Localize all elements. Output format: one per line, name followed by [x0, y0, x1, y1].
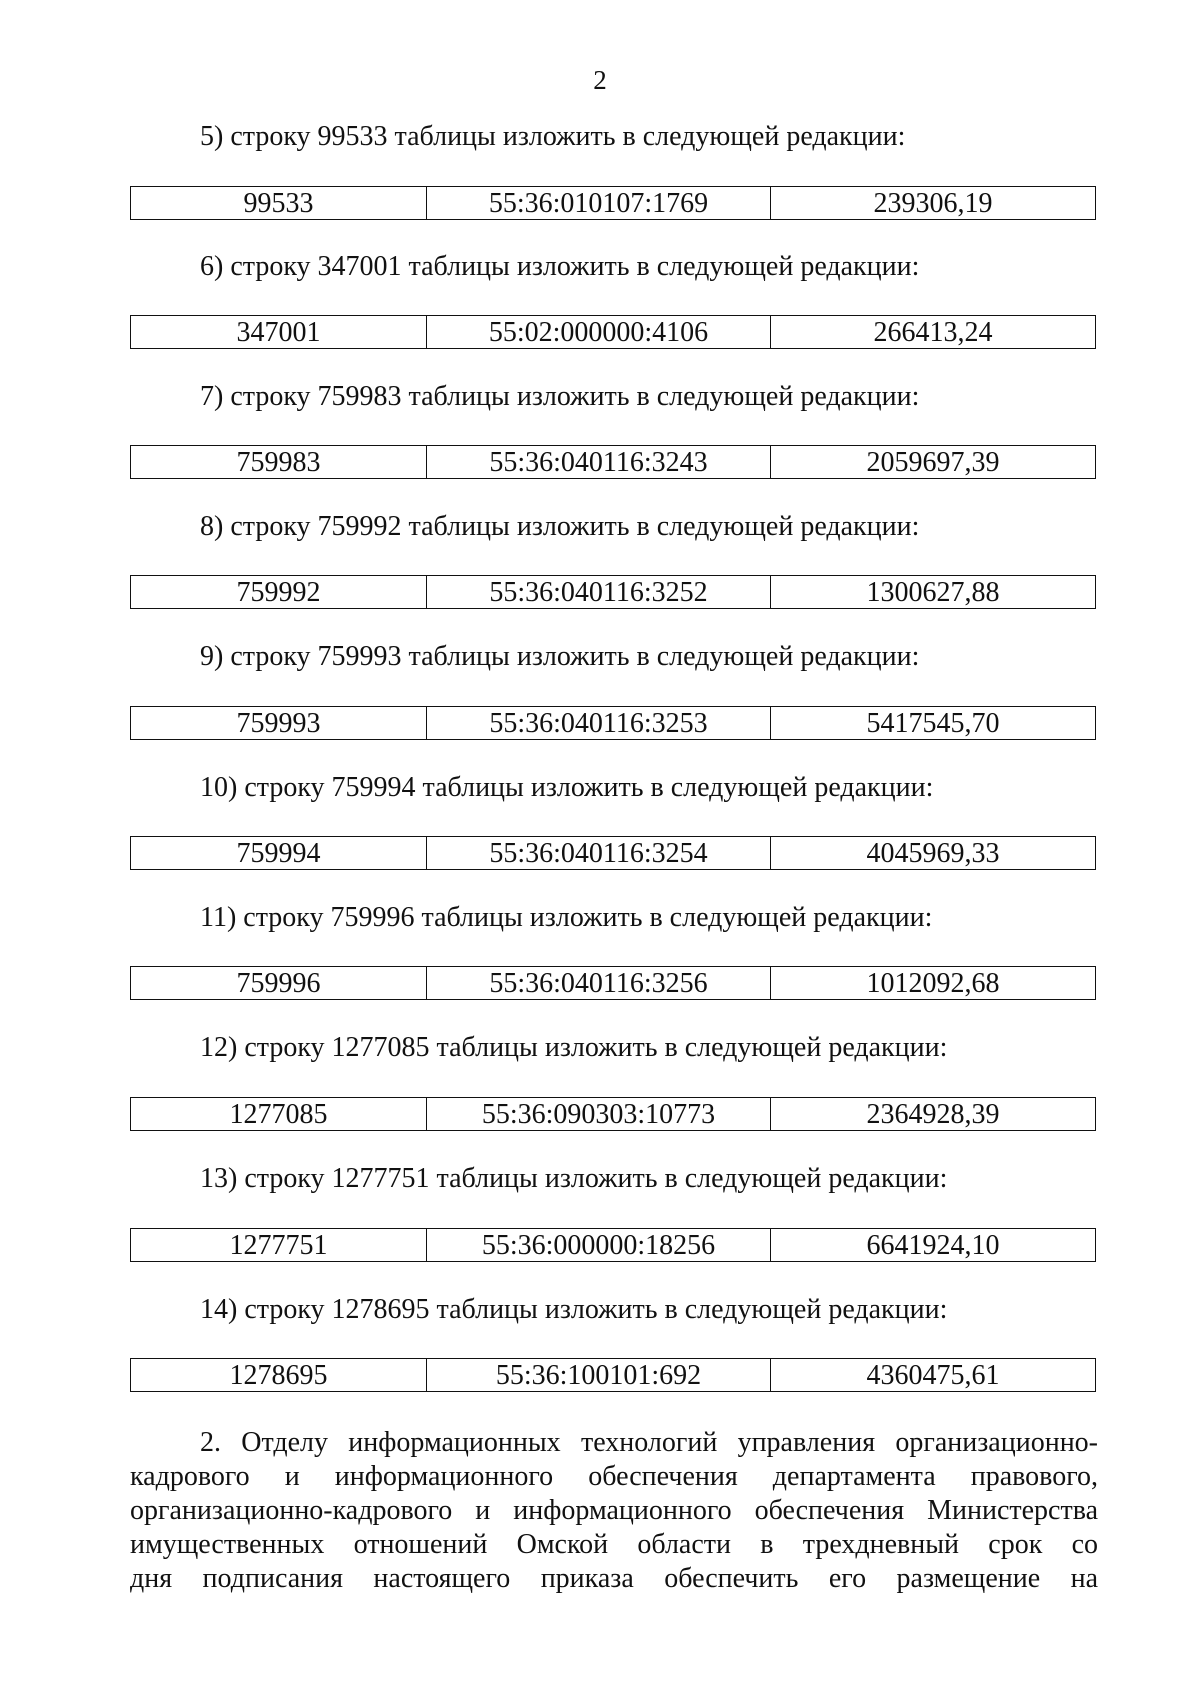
- instruction-paragraph: 11) строку 759996 таблицы изложить в следующей редакции:: [200, 902, 933, 933]
- paragraph-line: организационно-кадрового и информационного обеспечения Министерства: [130, 1495, 1098, 1526]
- cadastral-number-cell: 55:36:040116:3253: [427, 707, 771, 740]
- instruction-paragraph: 10) строку 759994 таблицы изложить в следующей редакции:: [200, 772, 934, 803]
- table-row: [131, 707, 1096, 740]
- cadastral-value-cell: 2059697,39: [771, 446, 1096, 479]
- paragraph-line: дня подписания настоящего приказа обеспечить его размещение на: [130, 1563, 1098, 1594]
- paragraph-line: имущественных отношений Омской области в трехдневный срок со: [130, 1529, 1098, 1560]
- instruction-paragraph: 13) строку 1277751 таблицы изложить в следующей редакции:: [200, 1163, 948, 1194]
- row-number-cell: 759992: [131, 576, 427, 609]
- cadastral-number-cell: 55:36:040116:3252: [427, 576, 771, 609]
- cadastral-number-cell: 55:36:040116:3243: [427, 446, 771, 479]
- page-number: 2: [593, 65, 607, 95]
- cadastral-value-cell: 1012092,68: [771, 967, 1096, 1000]
- row-number-cell: 347001: [131, 316, 427, 349]
- instruction-paragraph: 14) строку 1278695 таблицы изложить в следующей редакции:: [200, 1294, 948, 1325]
- row-number-cell: 759996: [131, 967, 427, 1000]
- table-row: [131, 1359, 1096, 1392]
- row-number-cell: 99533: [131, 187, 427, 220]
- cadastral-value-cell: 4045969,33: [771, 837, 1096, 870]
- table-row: [131, 187, 1096, 220]
- instruction-paragraph: 8) строку 759992 таблицы изложить в следующей редакции:: [200, 511, 920, 542]
- cadastral-number-cell: 55:36:100101:692: [427, 1359, 771, 1392]
- instruction-paragraph: 9) строку 759993 таблицы изложить в следующей редакции:: [200, 641, 920, 672]
- replacement-row-table: [130, 1228, 1096, 1262]
- cadastral-number-cell: 55:36:040116:3256: [427, 967, 771, 1000]
- cadastral-number-cell: 55:36:090303:10773: [427, 1098, 771, 1131]
- instruction-paragraph: 6) строку 347001 таблицы изложить в следующей редакции:: [200, 251, 920, 282]
- row-number-cell: 759983: [131, 446, 427, 479]
- cadastral-value-cell: 1300627,88: [771, 576, 1096, 609]
- cadastral-number-cell: 55:36:010107:1769: [427, 187, 771, 220]
- paragraph-line: кадрового и информационного обеспечения департамента правового,: [130, 1461, 1098, 1492]
- table-row: [131, 1229, 1096, 1262]
- row-number-cell: 1277085: [131, 1098, 427, 1131]
- paragraph-line: 2. Отделу информационных технологий управления организационно-: [200, 1427, 1098, 1458]
- replacement-row-table: [130, 315, 1096, 349]
- replacement-row-table: [130, 1097, 1096, 1131]
- replacement-row-table: [130, 836, 1096, 870]
- replacement-row-table: [130, 186, 1096, 220]
- replacement-row-table: [130, 445, 1096, 479]
- cadastral-value-cell: 6641924,10: [771, 1229, 1096, 1262]
- cadastral-number-cell: 55:36:000000:18256: [427, 1229, 771, 1262]
- row-number-cell: 759993: [131, 707, 427, 740]
- table-row: [131, 576, 1096, 609]
- cadastral-number-cell: 55:36:040116:3254: [427, 837, 771, 870]
- row-number-cell: 759994: [131, 837, 427, 870]
- replacement-row-table: [130, 966, 1096, 1000]
- table-row: [131, 446, 1096, 479]
- table-row: [131, 837, 1096, 870]
- instruction-paragraph: 5) строку 99533 таблицы изложить в следующей редакции:: [200, 121, 906, 152]
- cadastral-value-cell: 2364928,39: [771, 1098, 1096, 1131]
- row-number-cell: 1277751: [131, 1229, 427, 1262]
- cadastral-value-cell: 266413,24: [771, 316, 1096, 349]
- closing-paragraph: [130, 1426, 1098, 1596]
- replacement-row-table: [130, 706, 1096, 740]
- cadastral-value-cell: 4360475,61: [771, 1359, 1096, 1392]
- replacement-row-table: [130, 575, 1096, 609]
- row-number-cell: 1278695: [131, 1359, 427, 1392]
- cadastral-number-cell: 55:02:000000:4106: [427, 316, 771, 349]
- replacement-row-table: [130, 1358, 1096, 1392]
- table-row: [131, 967, 1096, 1000]
- table-row: [131, 1098, 1096, 1131]
- instruction-paragraph: 12) строку 1277085 таблицы изложить в следующей редакции:: [200, 1032, 948, 1063]
- cadastral-value-cell: 5417545,70: [771, 707, 1096, 740]
- cadastral-value-cell: 239306,19: [771, 187, 1096, 220]
- table-row: [131, 316, 1096, 349]
- instruction-paragraph: 7) строку 759983 таблицы изложить в следующей редакции:: [200, 381, 920, 412]
